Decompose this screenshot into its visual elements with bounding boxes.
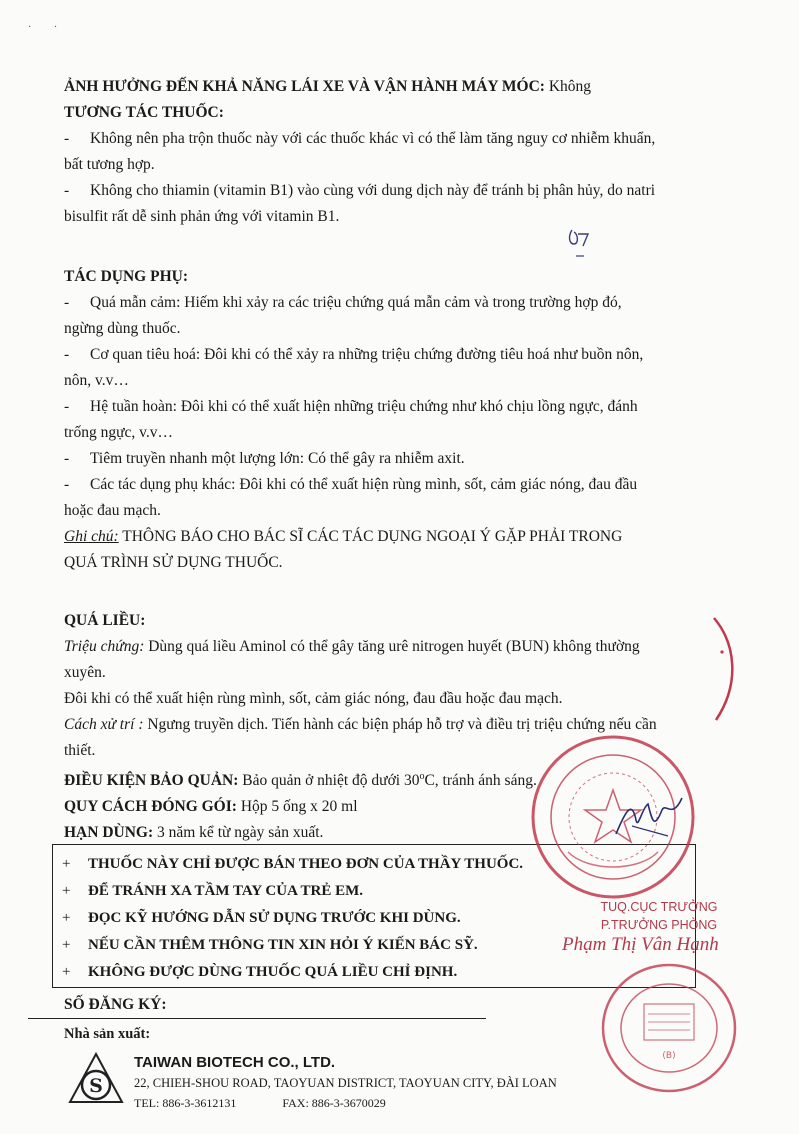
- svg-text:S: S: [89, 1075, 103, 1097]
- company-logo-icon: [68, 1052, 124, 1104]
- approval-title: [574, 898, 744, 934]
- handwritten-mark-icon: [566, 226, 594, 262]
- warning-text: KHÔNG ĐƯỢC DÙNG THUỐC QUÁ LIỀU CHỈ ĐỊNH.: [88, 964, 458, 980]
- side-effect-text: Các tác dụng phụ khác: Đôi khi có thể xuất hiện rùng mình, sốt, cảm giác nóng, đau đầu: [90, 476, 638, 493]
- plus-mark: +: [62, 883, 71, 899]
- side-effect-text-cont: nôn, v.v…: [64, 372, 129, 389]
- bullet-dash: -: [64, 130, 70, 147]
- storage-value-end: C, tránh ánh sáng.: [424, 772, 537, 790]
- storage-value: Bảo quản ở nhiệt độ dưới 30: [238, 772, 420, 790]
- signature-icon: [612, 790, 686, 846]
- approval-signer: Phạm Thị Vân Hạnh: [562, 934, 719, 955]
- scan-specks: · ·: [28, 22, 68, 33]
- note-text: THÔNG BÁO CHO BÁC SĨ CÁC TÁC DỤNG NGOẠI Ý GẶP PHẢI TRONG: [118, 528, 623, 545]
- side-effect-text-cont: trống ngực, v.v…: [64, 424, 173, 441]
- interaction-item: [64, 126, 690, 178]
- side-effect-item: [64, 342, 690, 394]
- side-effect-item: [64, 472, 690, 524]
- treatment-text-cont: thiết.: [64, 742, 96, 759]
- company-stamp-icon: [598, 960, 740, 1096]
- interaction-title: TƯƠNG TÁC THUỐC:: [64, 104, 224, 121]
- note-label: Ghi chú:: [64, 528, 119, 545]
- symptom-text: Dùng quá liều Aminol có thể gây tăng urê nitrogen huyết (BUN) không thường: [144, 638, 640, 655]
- symptom-label: Triệu chứng:: [64, 638, 145, 655]
- note-text-cont: QUÁ TRÌNH SỬ DỤNG THUỐC.: [64, 554, 283, 571]
- company-contact: [134, 1096, 386, 1111]
- company-address: 22, CHIEH-SHOU ROAD, TAOYUAN DISTRICT, TAOYUAN CITY, ĐÀI LOAN: [134, 1076, 557, 1090]
- storage-label: ĐIỀU KIỆN BẢO QUẢN:: [64, 772, 239, 790]
- bullet-dash: -: [64, 294, 70, 311]
- manufacturer-label: Nhà sản xuất:: [64, 1026, 151, 1042]
- symptom-text-cont: xuyên.: [64, 664, 106, 681]
- side-effect-text: Tiêm truyền nhanh một lượng lớn: Có thể gây ra nhiễm axit.: [90, 450, 465, 467]
- warning-text: ĐỌC KỸ HƯỚNG DẪN SỬ DỤNG TRƯỚC KHI DÙNG.: [88, 910, 461, 926]
- plus-mark: +: [62, 910, 71, 926]
- interaction-text: Không cho thiamin (vitamin B1) vào cùng với dung dịch này để tránh bị phân hủy, do natri: [90, 182, 656, 199]
- driving-label: ẢNH HƯỞNG ĐẾN KHẢ NĂNG LÁI XE VÀ VẬN HÀNH MÁY MÓC:: [64, 78, 545, 95]
- warning-text: ĐỂ TRÁNH XA TẦM TAY CỦA TRẺ EM.: [88, 883, 364, 899]
- treatment-label: Cách xử trí :: [64, 716, 144, 733]
- side-effects-title: TÁC DỤNG PHỤ:: [64, 268, 188, 285]
- shelf-life-value: 3 năm kể từ ngày sản xuất.: [153, 824, 324, 842]
- driving-value: Không: [544, 78, 592, 95]
- company-name: TAIWAN BIOTECH CO., LTD.: [134, 1054, 336, 1071]
- warning-text: THUỐC NÀY CHỈ ĐƯỢC BÁN THEO ĐƠN CỦA THẦY THUỐC.: [88, 856, 524, 872]
- company-tel: TEL: 886-3-3612131: [134, 1096, 237, 1110]
- plus-mark: +: [62, 937, 71, 953]
- warning-text: NẾU CẦN THÊM THÔNG TIN XIN HỎI Ý KIẾN BÁC SỸ.: [88, 937, 478, 953]
- red-bracket-mark-icon: [706, 614, 746, 724]
- side-effect-item: [64, 394, 690, 446]
- shelf-life-label: HẠN DÙNG:: [64, 824, 154, 842]
- plus-mark: +: [62, 856, 71, 872]
- bullet-dash: -: [64, 182, 70, 199]
- side-effect-text: Cơ quan tiêu hoá: Đôi khi có thể xảy ra những triệu chứng đường tiêu hoá như buồn nôn,: [90, 346, 644, 363]
- side-effect-text-cont: ngừng dùng thuốc.: [64, 320, 181, 337]
- overdose-symptoms: [64, 634, 690, 660]
- side-effect-text: Hệ tuần hoàn: Đôi khi có thể xuất hiện những triệu chứng như khó chịu lồng ngực, đánh: [90, 398, 638, 415]
- bullet-dash: -: [64, 346, 70, 363]
- interaction-text: Không nên pha trộn thuốc này với các thuốc khác vì có thể làm tăng nguy cơ nhiễm khuẩn,: [90, 130, 656, 147]
- bullet-dash: -: [64, 398, 70, 415]
- packing-value: Hộp 5 ống x 20 ml: [236, 798, 358, 816]
- driving-section: [64, 74, 690, 100]
- bullet-dash: -: [64, 450, 70, 467]
- svg-text:(B): (B): [662, 1051, 676, 1061]
- overdose-extra: Đôi khi có thể xuất hiện rùng mình, sốt, cảm giác nóng, đau đầu hoặc đau mạch.: [64, 690, 563, 707]
- side-effect-item: [64, 446, 690, 472]
- plus-mark: +: [62, 964, 71, 980]
- overdose-title: QUÁ LIỀU:: [64, 612, 146, 629]
- registration-rule: [28, 1018, 486, 1019]
- side-effect-item: [64, 290, 690, 342]
- treatment-text: Ngưng truyền dịch. Tiến hành các biện pháp hỗ trợ và điều trị triệu chứng nếu cần: [143, 716, 657, 733]
- side-effects-note: [64, 524, 690, 550]
- registration-label: SỐ ĐĂNG KÝ:: [64, 996, 167, 1013]
- bullet-dash: -: [64, 476, 70, 493]
- interaction-item: [64, 178, 690, 230]
- approval-line-2: P.TRƯỞNG PHÒNG: [600, 918, 718, 932]
- leaflet-body: [64, 74, 690, 846]
- side-effect-text-cont: hoặc đau mạch.: [64, 502, 161, 519]
- company-fax: FAX: 886-3-3670029: [282, 1096, 386, 1110]
- degree-sup: o: [419, 771, 425, 782]
- approval-line-1: TUQ.CỤC TRƯỞNG: [600, 900, 718, 914]
- interaction-text-cont: bisulfit rất dễ sinh phản ứng với vitamin B1.: [64, 208, 340, 225]
- side-effect-text: Quá mẫn cảm: Hiếm khi xảy ra các triệu chứng quá mẫn cảm và trong trường hợp đó,: [90, 294, 622, 311]
- packing-label: QUY CÁCH ĐÓNG GÓI:: [64, 798, 237, 816]
- interaction-text-cont: bất tương hợp.: [64, 156, 155, 173]
